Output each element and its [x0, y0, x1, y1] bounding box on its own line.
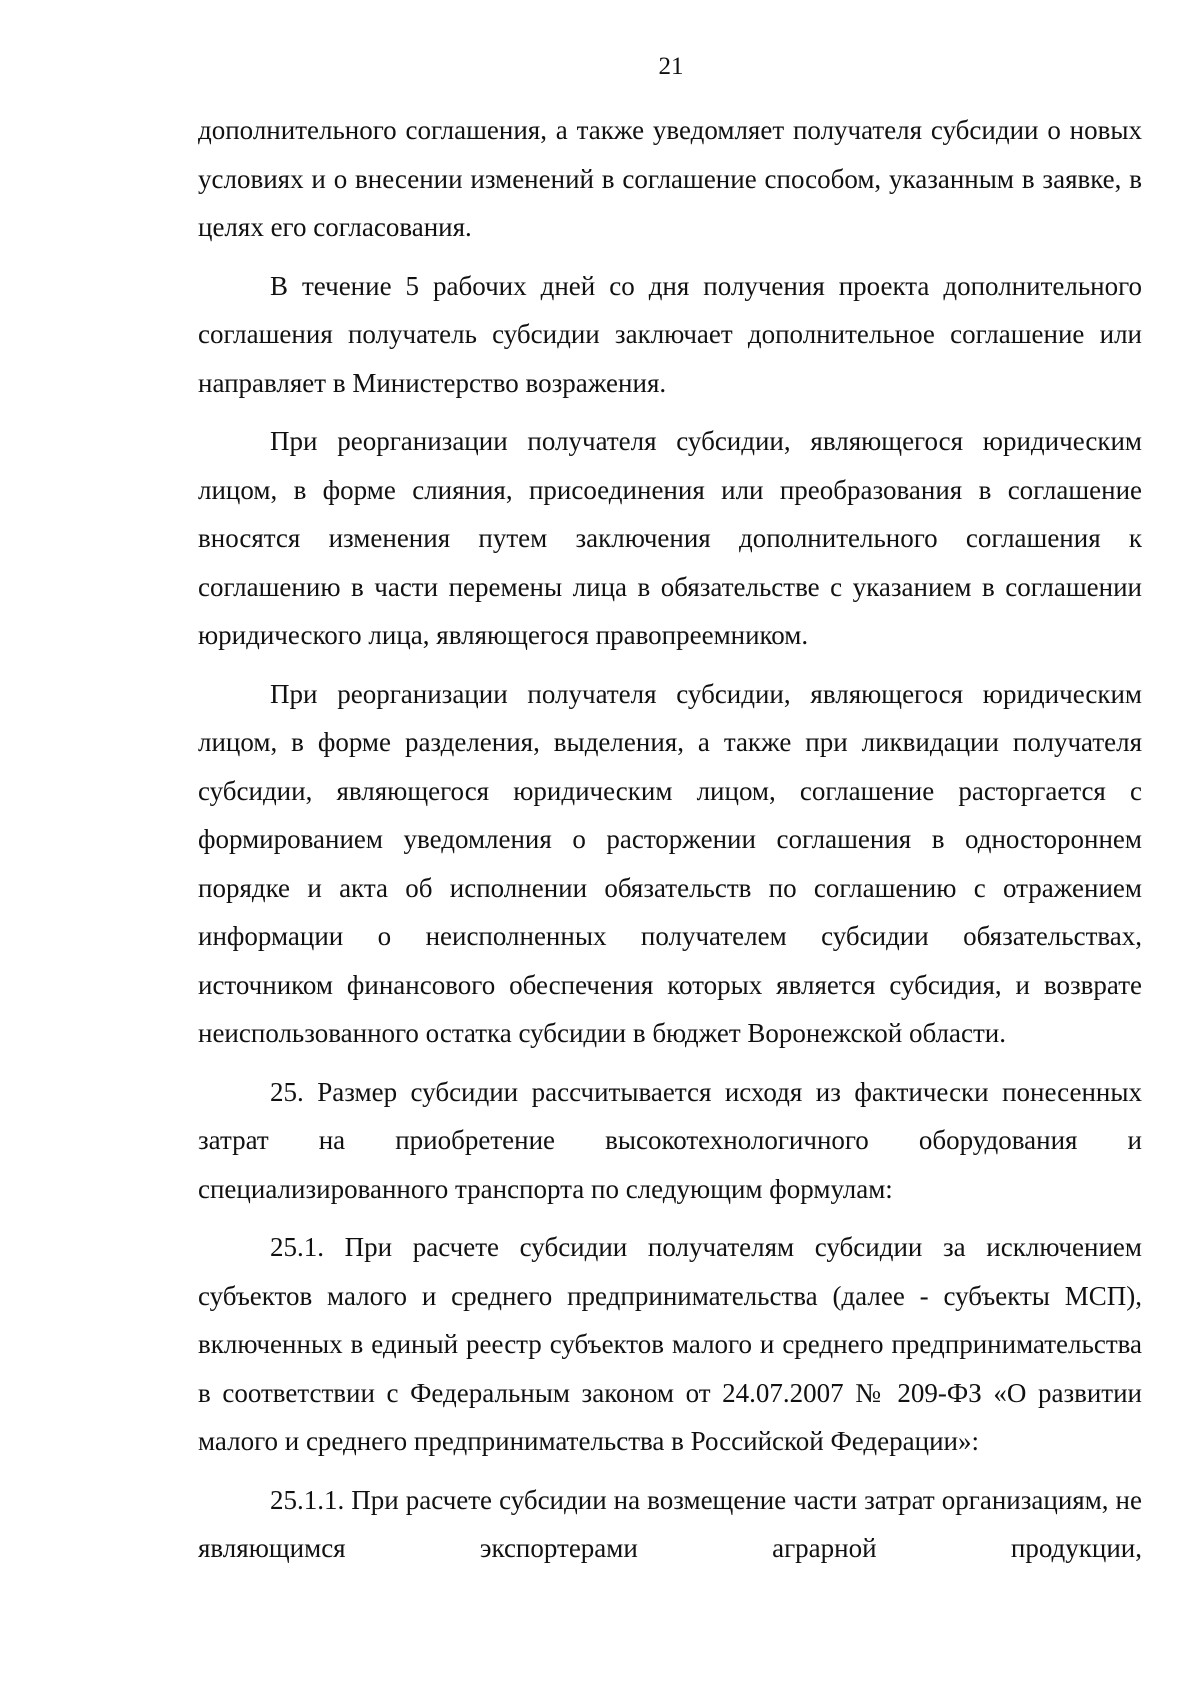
paragraph-item-25: 25. Размер субсидии рассчитывается исходя из фактически понесенных затрат на приобретение высокотехнологичного оборудования и специализированного транспорта по следующим формулам: — [198, 1076, 1142, 1204]
document-body — [198, 106, 1142, 1583]
paragraph-item-25-1-1: 25.1.1. При расчете субсидии на возмещение части затрат организациям, не являющимся экспортерами аграрной продукции, — [198, 1484, 1142, 1563]
page-number: 21 — [658, 53, 684, 80]
paragraph-five-days: В течение 5 рабочих дней со дня получения проекта дополнительного соглашения получатель субсидии заключает дополнительное соглашение или направляет в Министерство возражения. — [198, 270, 1142, 398]
paragraph-continuation: дополнительного соглашения, а также уведомляет получателя субсидии о новых условиях и о внесении изменений в соглашение способом, указанным в заявке, в целях его согласования. — [198, 115, 1142, 242]
paragraph-reorganization-division: При реорганизации получателя субсидии, являющегося юридическим лицом, в форме разделения, выделения, а также при ликвидации получателя субсидии, являющегося юридическим лицом, соглашение расторгается с формированием уведомления о расторжении соглашения в одностороннем порядке и акта об исполнении обязательств по соглашению с отражением информации о неисполненных получателем субсидии обязательствах, источником финансового обеспечения которых является субсидия, и возврате неиспользованного остатка субсидии в бюджет Воронежской области. — [198, 678, 1142, 1048]
paragraph-reorganization-merger: При реорганизации получателя субсидии, являющегося юридическим лицом, в форме слияния, присоединения или преобразования в соглашение вносятся изменения путем заключения дополнительного соглашения к соглашению в части перемены лица в обязательстве с указанием в соглашении юридического лица, являющегося правопреемником. — [198, 426, 1142, 650]
paragraph-item-25-1: 25.1. При расчете субсидии получателям субсидии за исключением субъектов малого и среднего предпринимательства (далее - субъекты МСП), включенных в единый реестр субъектов малого и среднего предпринимательства в соответствии с Федеральным законом от 24.07.2007 № 209-ФЗ «О развитии малого и среднего предпринимательства в Российской Федерации»: — [198, 1232, 1142, 1456]
